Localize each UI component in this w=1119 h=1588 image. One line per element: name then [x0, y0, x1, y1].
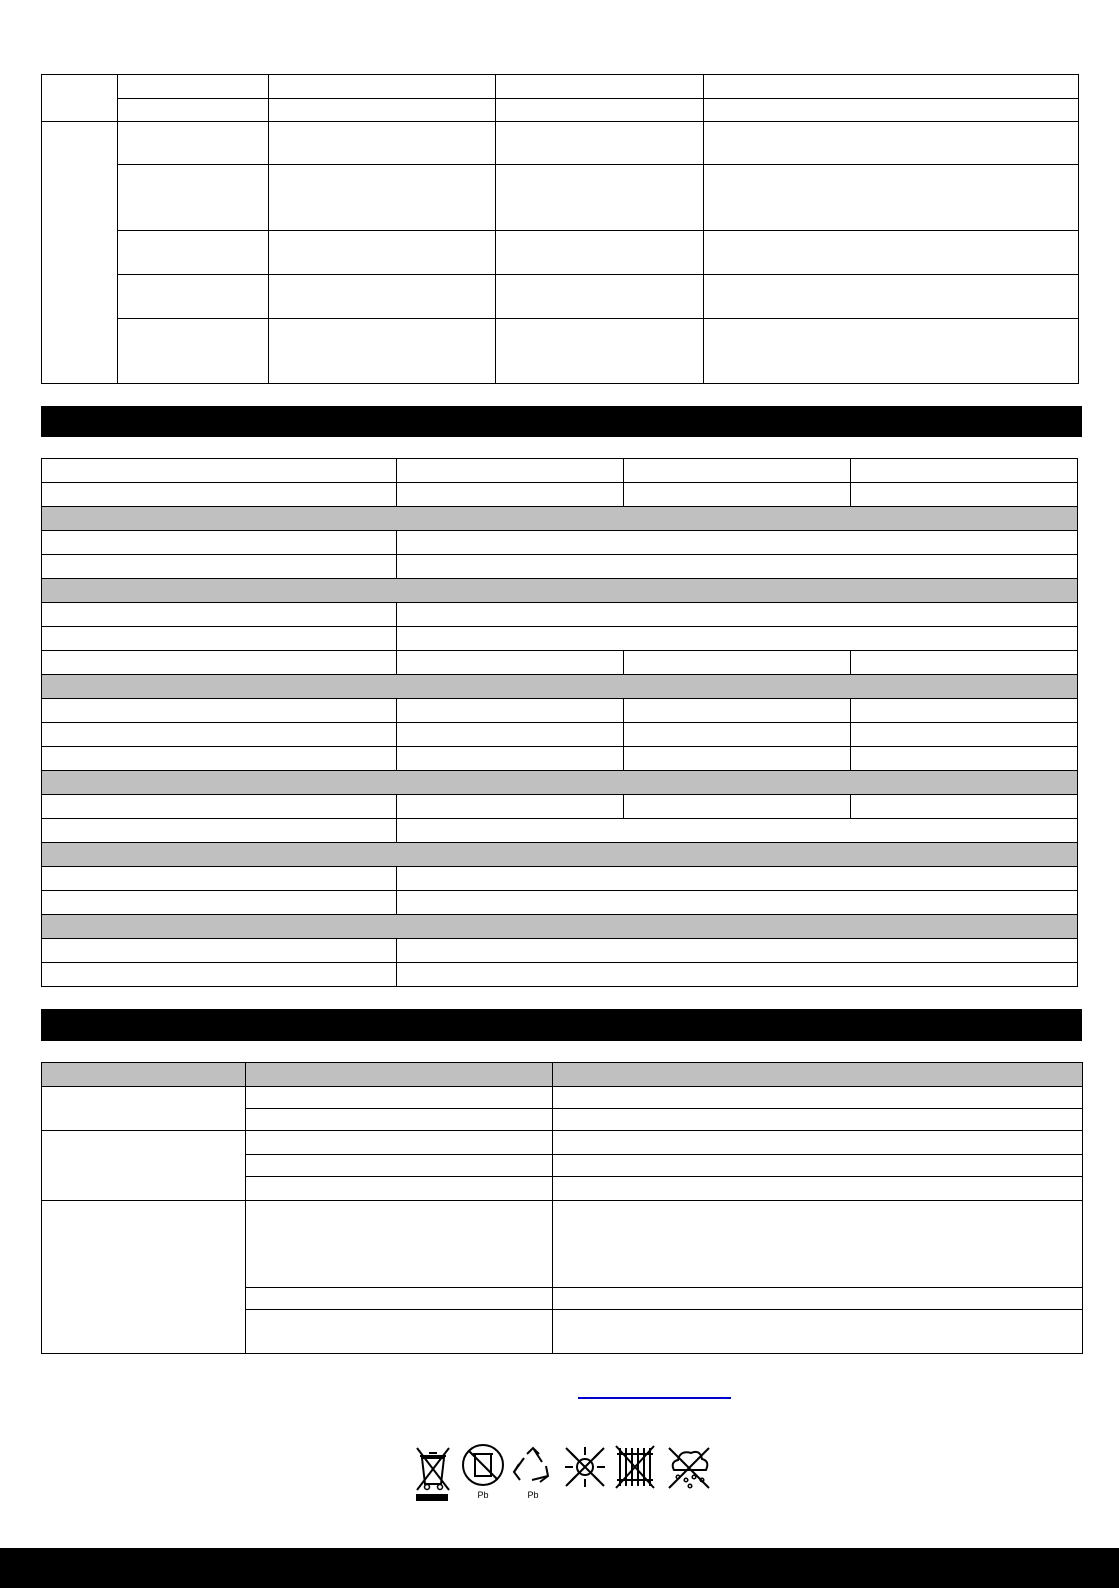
table-cell — [397, 627, 1078, 651]
table-cell — [851, 483, 1078, 507]
table-cell — [496, 99, 704, 122]
table-cell — [553, 1109, 1083, 1131]
table-cell — [397, 699, 624, 723]
table-cell — [42, 963, 397, 987]
table-cell — [397, 723, 624, 747]
table-cell — [397, 531, 1078, 555]
table-cell — [397, 483, 624, 507]
table-cell — [42, 1131, 246, 1201]
table-cell — [553, 1177, 1083, 1201]
no-sun-exposure-icon — [562, 1444, 608, 1494]
table-cell — [496, 122, 704, 165]
table-cell — [397, 603, 1078, 627]
table-row — [42, 891, 1078, 915]
table-cell — [42, 627, 397, 651]
specifications-table — [41, 458, 1078, 987]
table-cell — [851, 699, 1078, 723]
table-cell — [553, 1131, 1083, 1155]
table-cell — [624, 699, 851, 723]
section-row — [42, 915, 1078, 939]
table-row — [42, 819, 1078, 843]
table-cell — [624, 795, 851, 819]
header-cell — [42, 1063, 246, 1087]
table-cell — [704, 275, 1079, 319]
table-cell — [269, 99, 496, 122]
table-cell — [704, 75, 1079, 99]
table-cell — [851, 459, 1078, 483]
section-cell — [42, 579, 1078, 603]
crossed-out-wheelie-bin-icon — [412, 1444, 454, 1502]
compliance-icons — [408, 1438, 728, 1506]
table-cell — [42, 651, 397, 675]
no-battery-bin-icon — [460, 1442, 506, 1502]
table-cell — [42, 459, 397, 483]
table-cell — [704, 231, 1079, 275]
table-cell — [246, 1155, 553, 1177]
website-link[interactable] — [578, 1386, 731, 1399]
table-row — [42, 747, 1078, 771]
table-cell — [397, 747, 624, 771]
table-cell — [42, 795, 397, 819]
table-row — [42, 1201, 1083, 1288]
no-heat-source-icon — [614, 1444, 658, 1494]
table-cell — [42, 531, 397, 555]
table-cell — [246, 1087, 553, 1109]
table-row — [42, 627, 1078, 651]
table-cell — [246, 1288, 553, 1310]
recycle-icon — [510, 1444, 556, 1502]
table-cell — [397, 867, 1078, 891]
table-row — [42, 231, 1079, 275]
table-cell — [118, 165, 269, 231]
table-cell — [118, 99, 269, 122]
table-cell — [397, 459, 624, 483]
icon-label: Pb — [477, 1490, 489, 1500]
table-cell — [42, 867, 397, 891]
table-cell — [42, 723, 397, 747]
header-cell — [553, 1063, 1083, 1087]
icon-label: Pb — [527, 1490, 539, 1500]
table-cell — [704, 99, 1079, 122]
table-cell — [269, 165, 496, 231]
table-row — [42, 795, 1078, 819]
table-cell — [553, 1087, 1083, 1109]
table-cell — [118, 122, 269, 165]
table-cell — [42, 122, 118, 384]
table-cell — [118, 275, 269, 319]
header-row — [42, 1063, 1083, 1087]
table-cell — [42, 75, 118, 122]
table-cell — [624, 483, 851, 507]
table-cell — [553, 1201, 1083, 1288]
table-row — [42, 555, 1078, 579]
section-cell — [42, 843, 1078, 867]
table-row — [42, 459, 1078, 483]
table-row — [42, 1131, 1083, 1155]
table-cell — [42, 483, 397, 507]
table-cell — [496, 275, 704, 319]
table-cell — [269, 75, 496, 99]
section-cell — [42, 675, 1078, 699]
table-cell — [246, 1109, 553, 1131]
table-cell — [397, 651, 624, 675]
section-row — [42, 771, 1078, 795]
table-cell — [704, 319, 1079, 384]
table-cell — [704, 122, 1079, 165]
table-cell — [42, 939, 397, 963]
table-cell — [851, 747, 1078, 771]
table-cell — [851, 651, 1078, 675]
table-cell — [496, 319, 704, 384]
table-cell — [397, 795, 624, 819]
table-row — [42, 483, 1078, 507]
table-cell — [42, 555, 397, 579]
table-row — [42, 1087, 1083, 1109]
table-cell — [496, 231, 704, 275]
table-cell — [269, 275, 496, 319]
section-row — [42, 843, 1078, 867]
section-row — [42, 579, 1078, 603]
table-cell — [496, 165, 704, 231]
table-row — [42, 319, 1079, 384]
table-cell — [851, 795, 1078, 819]
header-cell — [246, 1063, 553, 1087]
table-cell — [704, 165, 1079, 231]
table-row — [42, 531, 1078, 555]
table-cell — [118, 75, 269, 99]
table-cell — [42, 747, 397, 771]
table-row — [42, 699, 1078, 723]
no-rain-icon — [664, 1444, 714, 1494]
table-row — [42, 165, 1079, 231]
table-cell — [397, 963, 1078, 987]
table-cell — [624, 747, 851, 771]
table-row — [42, 75, 1079, 99]
table-row — [42, 122, 1079, 165]
table-cell — [496, 75, 704, 99]
table-cell — [397, 555, 1078, 579]
table-cell — [553, 1155, 1083, 1177]
table-cell — [246, 1131, 553, 1155]
top-table — [41, 74, 1079, 384]
table-cell — [851, 723, 1078, 747]
table-cell — [269, 231, 496, 275]
table-cell — [269, 319, 496, 384]
section-cell — [42, 771, 1078, 795]
table-cell — [42, 1201, 246, 1354]
table-cell — [397, 891, 1078, 915]
table-cell — [118, 319, 269, 384]
section-cell — [42, 915, 1078, 939]
section-cell — [42, 507, 1078, 531]
section-row — [42, 507, 1078, 531]
table-cell — [42, 891, 397, 915]
table-cell — [553, 1288, 1083, 1310]
section-row — [42, 675, 1078, 699]
table-cell — [269, 122, 496, 165]
table-row — [42, 99, 1079, 122]
table-cell — [397, 819, 1078, 843]
table-row — [42, 939, 1078, 963]
table-row — [42, 867, 1078, 891]
table-cell — [624, 723, 851, 747]
table-row — [42, 275, 1079, 319]
table-cell — [246, 1177, 553, 1201]
section-header-bar — [41, 406, 1082, 437]
table-cell — [42, 603, 397, 627]
table-row — [42, 963, 1078, 987]
table-cell — [624, 459, 851, 483]
table-cell — [246, 1201, 553, 1288]
table-cell — [118, 231, 269, 275]
table-row — [42, 603, 1078, 627]
table-cell — [624, 651, 851, 675]
table-cell — [42, 819, 397, 843]
footer-band — [0, 1548, 1119, 1588]
info-table — [41, 1062, 1083, 1354]
table-cell — [246, 1310, 553, 1354]
table-cell — [42, 1087, 246, 1131]
table-row — [42, 651, 1078, 675]
table-cell — [397, 939, 1078, 963]
table-row — [42, 723, 1078, 747]
table-cell — [553, 1310, 1083, 1354]
section-header-bar — [41, 1009, 1082, 1041]
table-cell — [42, 699, 397, 723]
